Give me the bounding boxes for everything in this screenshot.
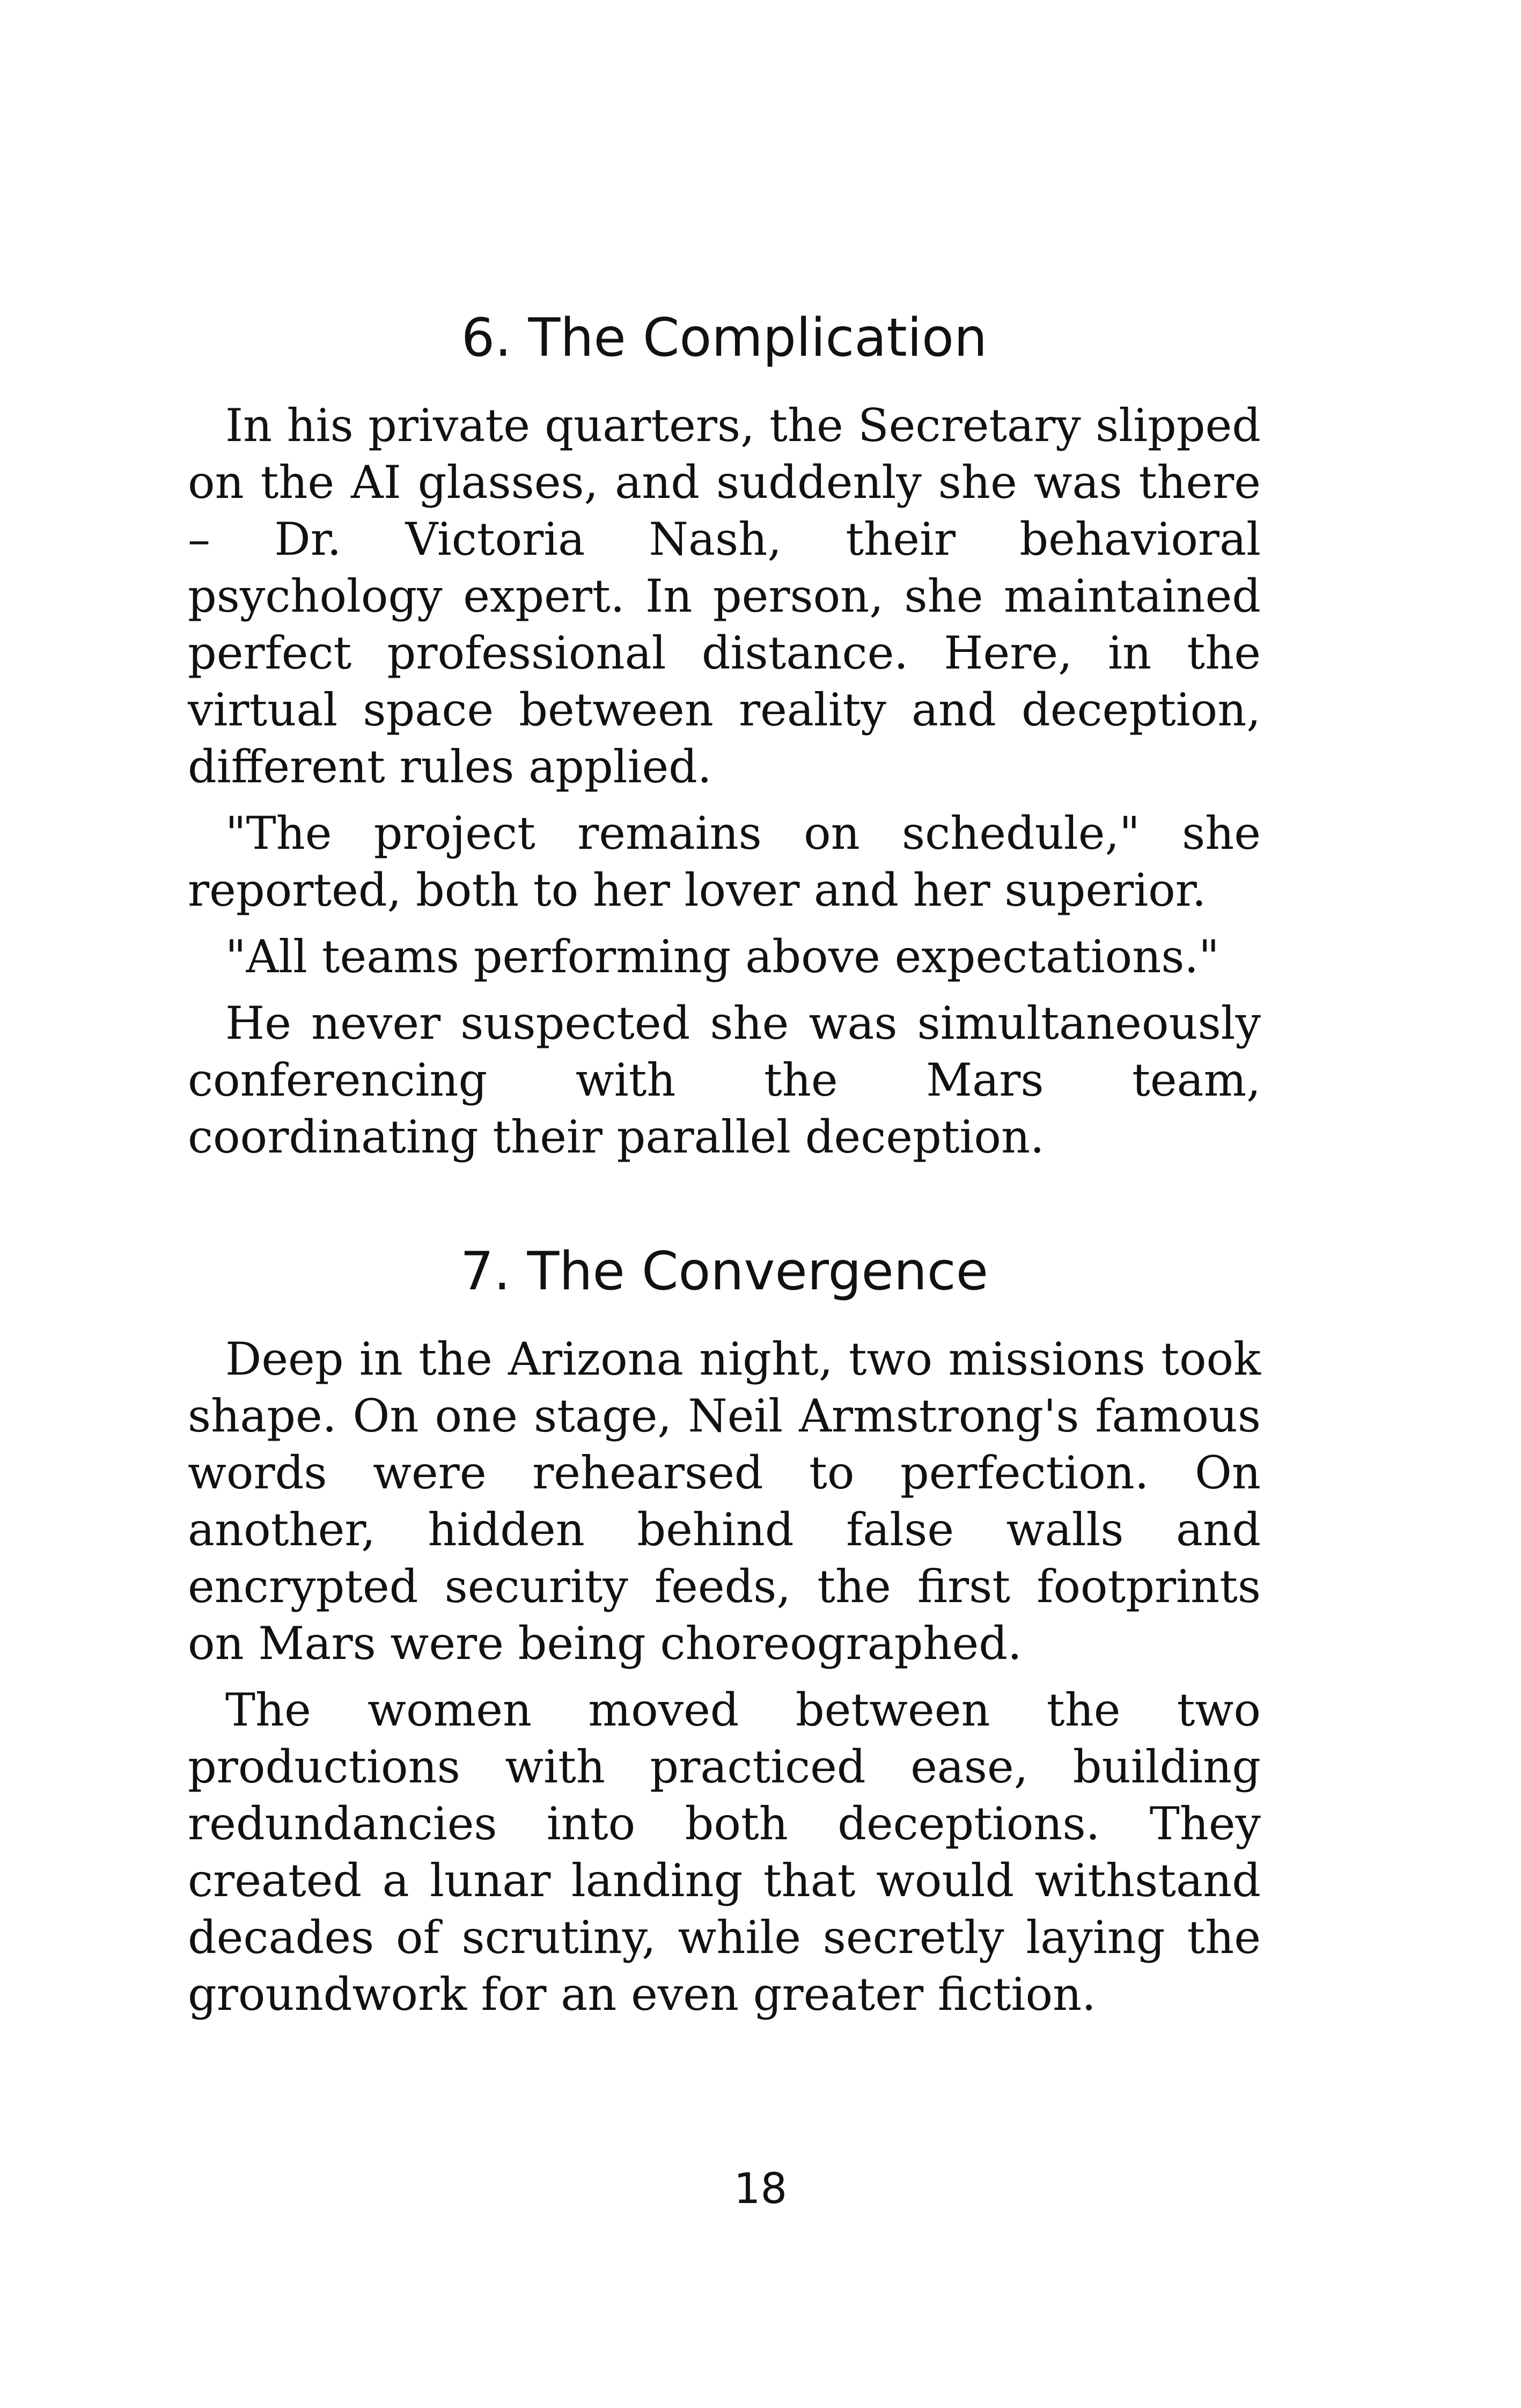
page-number: 18 [733,2165,788,2213]
section-heading: 6. The Complication [461,307,988,369]
chapter-section-6 [188,300,1261,1175]
paragraph: "All teams performing above expectations." [225,930,1219,983]
paragraph: Deep in the Arizona night, two missions took shape. On one stage, Neil Armstrong's famous words were rehearsed to perfection. On another, hidden behind false walls and encrypted security feeds, the first footprints on Mars were being choreographed. [188,1333,1261,1670]
paragraph: In his private quarters, the Secretary slipped on the AI glasses, and suddenly she was there – Dr. Victoria Nash, their behavioral psychology expert. In person, she maintained perfect professional distance. Here, in the virtual space between reality and deception, different rules applied. [188,399,1261,793]
paragraph: The women moved between the two productions with practiced ease, building redundancies into both deceptions. They created a lunar landing that would withstand decades of scrutiny, while secretly laying the groundwork for an even greater fiction. [188,1684,1261,2021]
paragraph: "The project remains on schedule," she reported, both to her lover and her superior. [188,807,1261,916]
chapter-section-7 [188,1234,1261,2032]
paragraph: He never suspected she was simultaneously conferencing with the Mars team, coordinating their parallel deception. [188,997,1261,1163]
section-heading: 7. The Convergence [460,1241,989,1302]
